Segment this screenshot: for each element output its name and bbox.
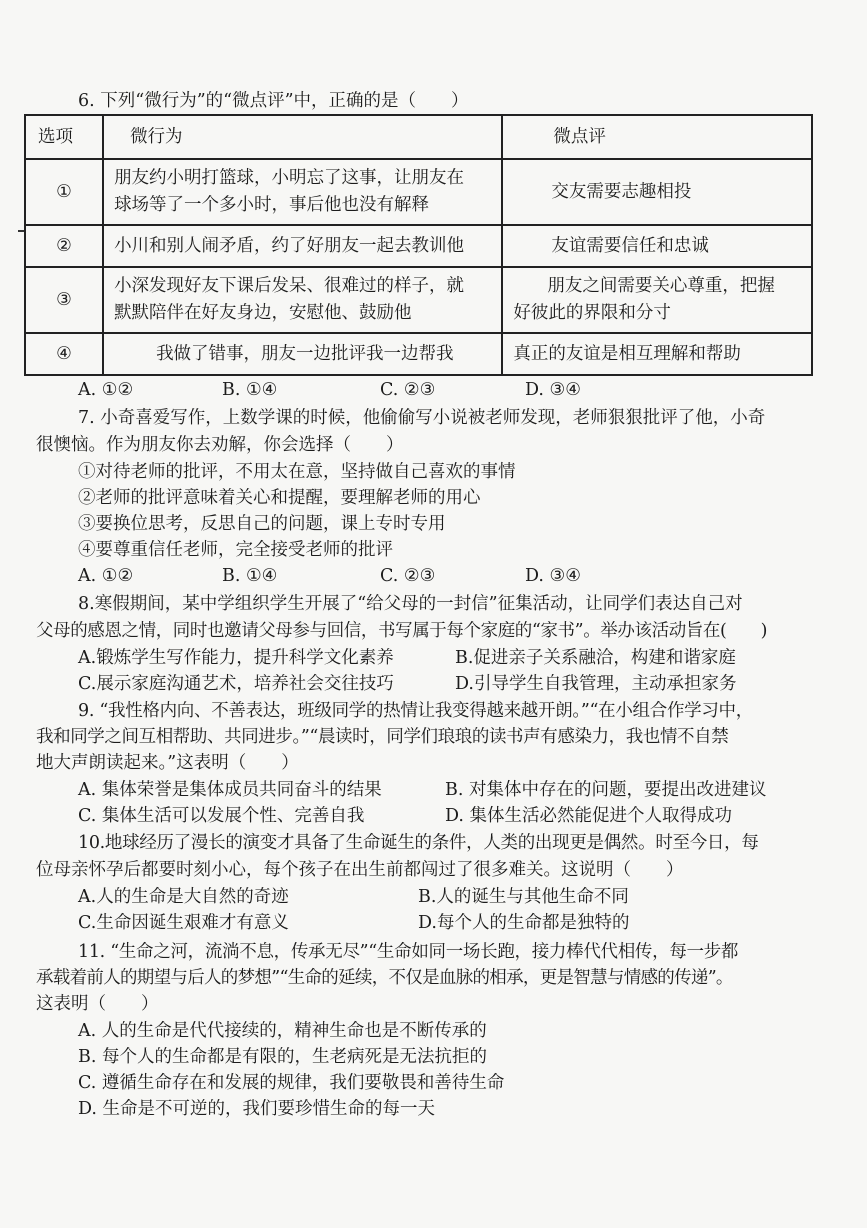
q10-choice-c: C.生命因诞生艰难才有意义	[78, 913, 289, 933]
q9-choice-a: A. 集体荣誉是集体成员共同奋斗的结果	[78, 780, 382, 800]
q7-stem: 7. 小奇喜爱写作，上数学课的时候，他偷偷写小说被老师发现，老师狠狠批评了他，小奇	[78, 408, 766, 428]
q8-choice-a: A.锻炼学生写作能力，提升科学文化素养	[78, 648, 394, 668]
q7-choice-b: B. ①④	[222, 566, 278, 586]
row-option: ①	[25, 159, 103, 225]
header-behavior: 微行为	[103, 115, 502, 159]
q9-stem: 我和同学之间互相帮助、共同进步。”“晨读时，同学们琅琅的读书声有感染力，我也情不自禁	[36, 727, 729, 747]
q9-stem: 9. “我性格内向、不善表达，班级同学的热情让我变得越来越开朗。”“在小组合作学习中，	[78, 701, 753, 721]
row-behavior: 我做了错事，朋友一边批评我一边帮我	[103, 333, 502, 375]
q11-stem: 11. “生命之河，流淌不息，传承无尽”“生命如同一场长跑，接力棒代代相传，每一步都	[78, 942, 739, 962]
row-comment	[502, 267, 812, 333]
q6-stem: 6. 下列“微行为”的“微点评”中，正确的是（ ）	[78, 91, 469, 111]
row-comment: 友谊需要信任和忠诚	[502, 225, 812, 267]
q10-choice-b: B.人的诞生与其他生命不同	[418, 887, 629, 907]
row-behavior	[103, 159, 502, 225]
q7-item: ②老师的批评意味着关心和提醒，要理解老师的用心	[78, 488, 481, 508]
behavior-line: 朋友约小明打篮球，小明忘了这事，让朋友在	[114, 168, 465, 188]
behavior-line: 默默陪伴在好友身边，安慰他、鼓励他	[114, 303, 412, 323]
q6-choice-c: C. ②③	[380, 380, 436, 400]
q11-choice-d: D. 生命是不可逆的，我们要珍惜生命的每一天	[78, 1099, 436, 1119]
q8-choice-c: C.展示家庭沟通艺术，培养社会交往技巧	[78, 674, 394, 694]
q7-choice-a: A. ①②	[78, 566, 134, 586]
q7-item: ④要尊重信任老师，完全接受老师的批评	[78, 540, 393, 560]
row-behavior	[103, 267, 502, 333]
q8-stem: 8.寒假期间，某中学组织学生开展了“给父母的一封信”征集活动，让同学们表达自己对	[78, 594, 743, 614]
q7-choice-d: D. ③④	[525, 566, 581, 586]
q8-choice-d: D.引导学生自我管理，主动承担家务	[455, 674, 737, 694]
table-row	[25, 333, 812, 375]
row-option: ④	[25, 333, 103, 375]
table-row	[25, 267, 812, 333]
q7-item: ③要换位思考，反思自己的问题，课上专时专用	[78, 514, 446, 534]
q9-choice-c: C. 集体生活可以发展个性、完善自我	[78, 806, 365, 826]
q11-choice-a: A. 人的生命是代代接续的，精神生命也是不断传承的	[78, 1021, 487, 1041]
q10-stem: 10.地球经历了漫长的演变才具备了生命诞生的条件，人类的出现更是偶然。时至今日，每	[78, 833, 759, 853]
q8-choice-b: B.促进亲子关系融洽，构建和谐家庭	[455, 648, 736, 668]
q6-choice-b: B. ①④	[222, 380, 278, 400]
q7-stem: 很懊恼。作为朋友你去劝解，你会选择（ ）	[36, 435, 404, 455]
q8-stem: 父母的感恩之情，同时也邀请父母参与回信，书写属于每个家庭的“家书”。举办该活动旨在( )	[36, 621, 768, 641]
q9-stem: 地大声朗读起来。”这表明（ ）	[36, 753, 299, 773]
q10-choice-d: D.每个人的生命都是独特的	[418, 913, 630, 933]
behavior-line: 小深发现好友下课后发呆、很难过的样子，就	[114, 276, 465, 296]
q7-item: ①对待老师的批评，不用太在意，坚持做自己喜欢的事情	[78, 462, 516, 482]
q9-choice-b: B. 对集体中存在的问题，要提出改进建议	[445, 780, 767, 800]
row-behavior: 小川和别人闹矛盾，约了好朋友一起去教训他	[103, 225, 502, 267]
q11-choice-b: B. 每个人的生命都是有限的，生老病死是无法抗拒的	[78, 1047, 487, 1067]
comment-line: 朋友之间需要关心尊重，把握	[547, 276, 775, 296]
table-row	[25, 225, 812, 267]
table-row	[25, 159, 812, 225]
row-comment: 真正的友谊是相互理解和帮助	[502, 333, 812, 375]
row-comment: 交友需要志趣相投	[502, 159, 812, 225]
header-comment: 微点评	[502, 115, 812, 159]
q11-choice-c: C. 遵循生命存在和发展的规律，我们要敬畏和善待生命	[78, 1073, 505, 1093]
header-option: 选项	[25, 115, 103, 159]
behavior-line: 球场等了一个多小时，事后他也没有解释	[114, 195, 430, 215]
q11-stem: 承载着前人的期望与后人的梦想”“生命的延续，不仅是血脉的相承，更是智慧与情感的传递”。	[36, 968, 733, 988]
q10-choice-a: A.人的生命是大自然的奇迹	[78, 887, 289, 907]
comment-line: 好彼此的界限和分寸	[513, 303, 671, 323]
q10-stem: 位母亲怀孕后都要时刻小心，每个孩子在出生前都闯过了很多难关。这说明（ ）	[36, 860, 684, 880]
q6-choice-a: A. ①②	[78, 380, 134, 400]
q6-choice-d: D. ③④	[525, 380, 581, 400]
q9-choice-d: D. 集体生活必然能促进个人取得成功	[445, 806, 733, 826]
row-option: ③	[25, 267, 103, 333]
q6-table	[24, 114, 813, 376]
row-option: ②	[25, 225, 103, 267]
table-header-row	[25, 115, 812, 159]
q7-choice-c: C. ②③	[380, 566, 436, 586]
q11-stem: 这表明（ ）	[36, 994, 159, 1014]
